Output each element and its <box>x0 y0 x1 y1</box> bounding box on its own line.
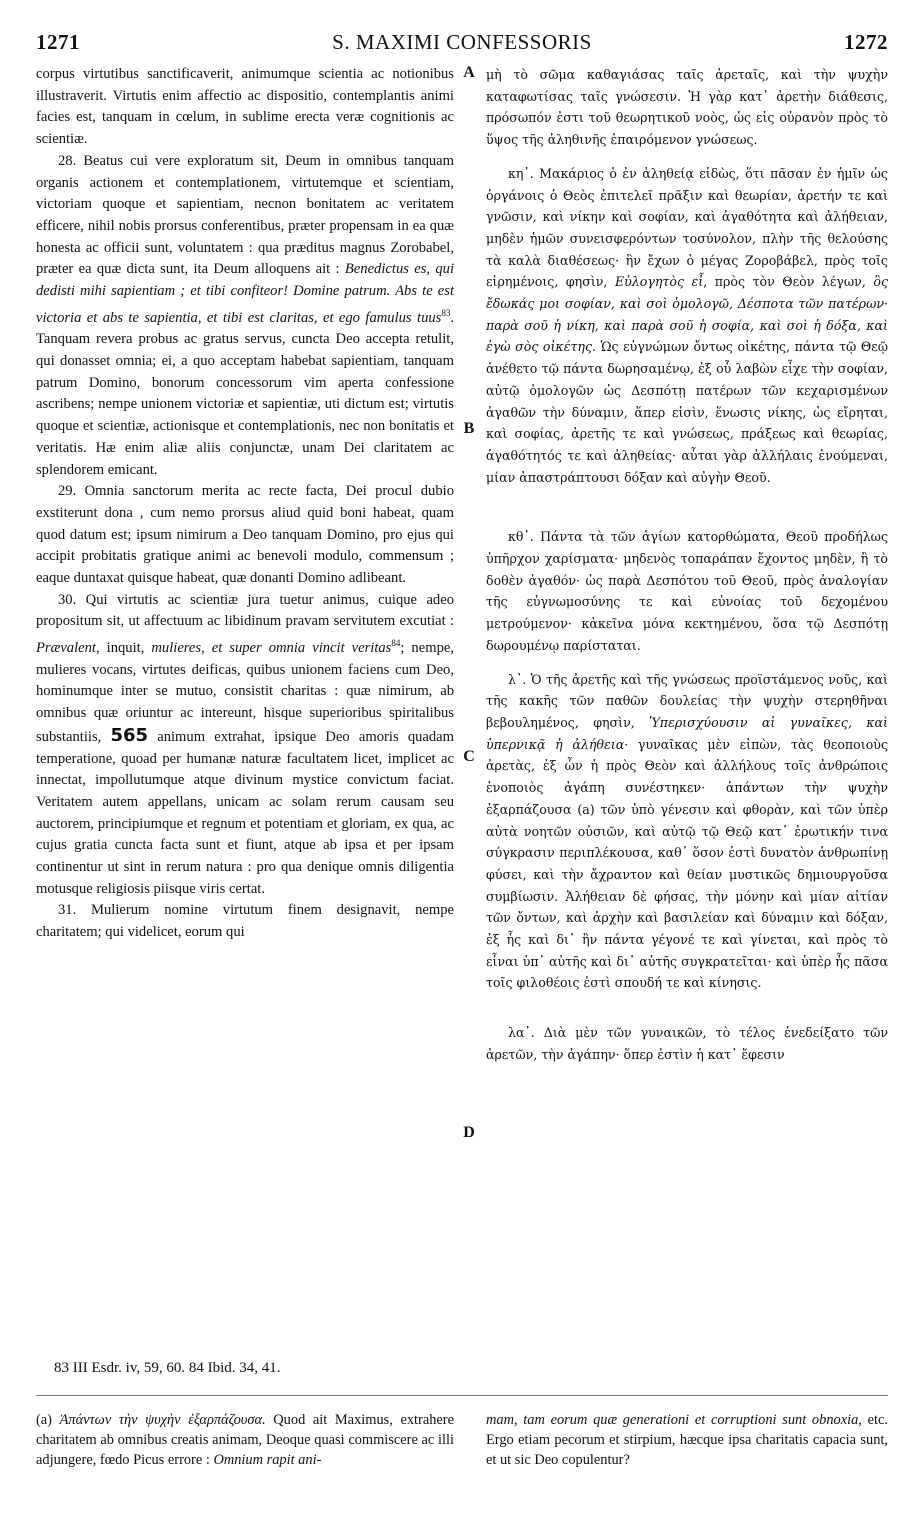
latin-quote-28: Benedictus es, qui dedisti mihi sapientiam ; et tibi confiteor! Domine patrum. Abs te est victoria et abs te sapientia, et tibi est claritas, et ego famulus tuus <box>36 261 455 326</box>
footnotes: 83 III Esdr. iv, 59, 60. 84 Ibid. 34, 41. <box>54 1360 281 1376</box>
greek-paragraph-intro: μὴ τὸ σῶμα καθαγιάσας ταῖς ἀρεταῖς, καὶ τὴν ψυχὴν καταφωτίσας ταῖς γνώσεσιν. Ἡ γὰρ κατ᾽ ἀρετὴν διάθεσις, πρόσωπόν ἐστι τοῦ θεωρητικοῦ νοὸς, ὡς εἰς οὐρανὸν πρὸς τὸ ὕψος τῆς ἀληθινῆς ἐπαιρόμενον γνώσεως. <box>486 67 888 148</box>
divider <box>36 1395 888 1396</box>
margin-marker-d: D <box>463 1124 475 1141</box>
margin-marker-c: C <box>463 748 475 765</box>
left-page-number: 1271 <box>36 30 80 54</box>
greek-paragraph-28: κη᾽. Μακάριος ὁ ἐν ἀληθείᾳ εἰδὼς, ὅτι πᾶσαν ἐν ἡμῖν ὡς ὀργάνοις ὁ Θεὸς ἐπιτελεῖ πρᾶξιν καὶ θεωρίαν, ἀρετήν τε καὶ γνῶσιν, καὶ νίκην καὶ σοφίαν, καὶ ἀγαθότητα καὶ ἀλήθειαν, μηδὲν ἡμῶν συνεισφερόντων τοσύνολον, πλὴν τῆς θελούσης τὰ καλὰ διαθέσεως· ἣν ἔχων ὁ μέγας Ζοροβάβελ, πρὸς τοῖς εἰρημένοις, φησὶν, Εὐλογητὸς εἶ, πρὸς τὸν Θεὸν λέγων, ὃς ἔδωκάς μοι σοφίαν, καὶ σοὶ ὁμολογῶ, Δέσποτα τῶν πατέρων· παρὰ σοῦ ἡ νίκη, καὶ παρὰ σοῦ ἡ σοφία, καὶ σοὶ ἡ δόξα, καὶ ἐγὼ σὸς οἰκέτης. Ὡς εὐγνώμων ὄντως οἰκέτης, πάντα τῷ Θεῷ ἀνέθετο τῷ πάντα δωρησαμένῳ, ἐξ οὗ λαβὼν εἶχε τὴν σοφίαν, αὐτῷ ὁμολογῶν ὡς Δεσπότῃ πατέρων τῶν κεχαρισμένων ἀγαθῶν τὴν δύναμιν, ἅπερ εἰσὶν, ἕνωσις νίκης, ὡς εἴρηται, καὶ σοφίας, ἀρετῆς τε καὶ γνώσεως, πράξεως καὶ θεωρίας, ἀγαθότητός τε καὶ ἀληθείας· αὗται γὰρ ἀλλήλαις ἑνούμεναι, μίαν ἀπαστράπτουσι δόξαν καὶ αὐγὴν Θεοῦ. <box>486 165 888 485</box>
running-title: S. MAXIMI CONFESSORIS <box>332 30 592 54</box>
latin-column <box>36 64 454 944</box>
greek-paragraph-30: λ᾽. Ὁ τῆς ἀρετῆς καὶ τῆς γνώσεως προϊστάμενος νοῦς, καὶ τῆς κακῆς τῶν παθῶν δουλείας τὴν ψυχὴν στερηθῆναι βεβουλημένος, φησὶν, Ὑπερισχύουσιν αἱ γυναῖκες, καὶ ὑπερνικᾷ ἡ ἀλήθεια· γυναῖκας μὲν εἰπὼν, τὰς θεοποιοὺς ἀρετὰς, ἐξ ὧν ἡ πρὸς Θεὸν καὶ ἀλλήλους τοῖς ἀνθρώποις ἑνοποιὸς ἀγάπη συνέστηκεν· ἁπάντων τὴν ψυχὴν ἐξαρπάζουσα (a) τῶν ὑπὸ γένεσιν καὶ φθορὰν, καὶ τῶν ὑπὲρ αὐτὰ νοητῶν οὐσιῶν, καὶ αὐτῷ τῷ Θεῷ κατ᾽ ἐρωτικήν τινα σύγκρασιν περιπλέκουσα, καθ᾽ ὅσον ἐστὶ δυνατὸν ἀνθρωπίνῃ φύσει, καὶ τὴν ἄχραντον καὶ θείαν μυστικῶς δημιουργοῦσα συμβίωσιν. Ἀλήθειαν δὲ φήσας, τὴν μόνην καὶ μίαν αἰτίαν τῶν ὄντων, καὶ ἀρχὴν καὶ βασιλείαν καὶ δύναμιν καὶ δόξαν, ἐξ ἧς καὶ δι᾽ ἣν πάντα γέγονέ τε καὶ γίνεται, καὶ πρὸς τὸ εἶναι ὑπ᾽ αὐτῆς καὶ δι᾽ αὐτῆς συγκρατεῖται· καὶ ὑπὲρ ἧς πᾶσα τοῖς φιλοθέοις ἐστὶ σπουδή τε καὶ κίνησις. <box>486 671 888 991</box>
annotation-left: (a) Ἁπάντων τὴν ψυχὴν ἐξαρπάζουσα. Quod ait Maximus, extrahere charitatem ab omnibus creatis animam, Deoque quasi commiscere ac illi adjungere, fœdo Picus errore : Omnium rapit ani- <box>36 1412 454 1468</box>
greek-paragraph-29: κθ᾽. Πάντα τὰ τῶν ἁγίων κατορθώματα, Θεοῦ προδήλως ὑπῆρχον χαρίσματα· μηδενὸς τοπαράπαν ἔχοντος μηδὲν, ἢ τὸ δοθὲν ἀγαθόν· ὡς παρὰ Δεσπότου τοῦ Θεοῦ, πρὸς ἀναλογίαν τῆς εὐγνωμοσύνης τε καὶ εὐνοίας τοῦ δεχομένου μετρούμενον· κἀκεῖνα μόνα κεκτημένου, ὅσα τῷ Δεσπότῃ δωρουμένῳ παρίσταται. <box>486 529 888 653</box>
margin-marker-a: A <box>463 64 475 81</box>
latin-paragraph-29: 29. Omnia sanctorum merita ac recte facta, Dei procul dubio exstiterunt dona , cum nemo prorsus aliud quid boni habeat, quam quod datum est; ipsum nimirum a Deo tanquam Domino, pro ejus qui accipit probitatis gratique animi ac benevoli modulo, commensum ; eaque duntaxat quisque habeat, quæ donanti Domino adlibeant. <box>36 483 454 587</box>
latin-paragraph-28: 28. Beatus cui vere exploratum sit, Deum in omnibus tanquam organis actionem et contemplationem, virtutemque et scientiam, victoriam quoque et sapientiam, necnon bonitatem ac veritatem efficere, nihil nobis prorsus conferentibus, præter propensam in ea quæ honesta ac officii sunt, voluntatem : qua præditus magnus Zorobabel, præter ea quæ dicta sunt, ita Deum alloquens ait : Benedictus es, qui dedisti mihi sapientiam ; et tibi confiteor! Domine patrum. Abs te est victoria et abs te sapientia, et tibi est claritas, et ego famulus tuus$^{83}$. Tanquam revera probus ac gratus servus, cuncta Deo accepta retulit, qui donasset omnia; ei, a quo acceptam habebat sapientiam, tanquam patrum Domino, bonorum concessorum vim aperta confessione ascribens; nempe unionem victoriæ et sapientiæ, uti dictum est; virtutis quoque et scientiæ, actionisque et contemplationis, nec non bonitatis et veritatis. Hæ enim aliæ aliis conjunctæ, unam Dei claritatem ac splendorem emicant. <box>36 152 455 478</box>
footnote-ref-84: 84 <box>391 638 401 649</box>
margin-marker-b: B <box>463 420 475 437</box>
footnote-ref-83: 83 <box>441 307 451 318</box>
latin-paragraph-intro: corpus virtutibus sanctificaverit, animumque scientia ac notionibus illustraverit. Virtutis enim affectio ac dispositio, contemplantis animi facies est, tanquam in cœlum, in sublime erecta veræ cognitionis ac scientiæ. <box>36 66 454 148</box>
greek-paragraph-31: λα᾽. Διὰ μὲν τῶν γυναικῶν, τὸ τέλος ἐνεδείξατο τῶν ἀρετῶν, τὴν ἀγάπην· ὅπερ ἐστὶν ἡ κατ᾽ ἔφεσιν <box>486 1025 888 1062</box>
latin-paragraph-31: 31. Mulierum nomine virtutum finem designavit, nempe charitatem; qui videlicet, eorum qui <box>36 902 454 941</box>
annotation-right: mam, tam eorum quæ generationi et corruptioni sunt obnoxia, etc. Ergo etiam pecorum et stirpium, hæcque ipsa charitatis capacia sunt, et ut sic Deo copulentur? <box>486 1412 888 1468</box>
column-number: 565 <box>110 724 149 746</box>
right-page-number: 1272 <box>844 30 888 54</box>
greek-column <box>486 64 888 1066</box>
page-header <box>36 30 888 60</box>
latin-paragraph-30: 30. Qui virtutis ac scientiæ jura tuetur animus, cuique adeo propositum sit, ut affectuum ac libidinum pravam servitutem excutiat : Prævalent, inquit, mulieres, et super omnia vincit veritas$^{84}$; nempe, mulieres vocans, virtutes deificas, quibus unionem faciens cum Deo, hominumque inter se mutuo, consistit charitas : quæ nimirum, ab omnibus quæ oriuntur ac intereunt, hisque superioribus spiritalibus substantiis, 565 animum extrahat, ipsique Deo amoris quadam temperatione, quoad per humanæ naturæ facultatem licet, implicet ac innectat, impollutumque atque divinum mystice convictum faciat. Veritatem autem appellans, unicam ac solam rerum causam seu auctorem, principiumque et regnum et potentiam et gloriam, ex qua, ac cujus gratia cuncta facta sunt et fiunt, atque ab ipsa et per ipsam continentur ut sint in rerum natura : pro qua denique omnis diligentia motusque religiosis piisque viris certat. <box>36 591 455 897</box>
